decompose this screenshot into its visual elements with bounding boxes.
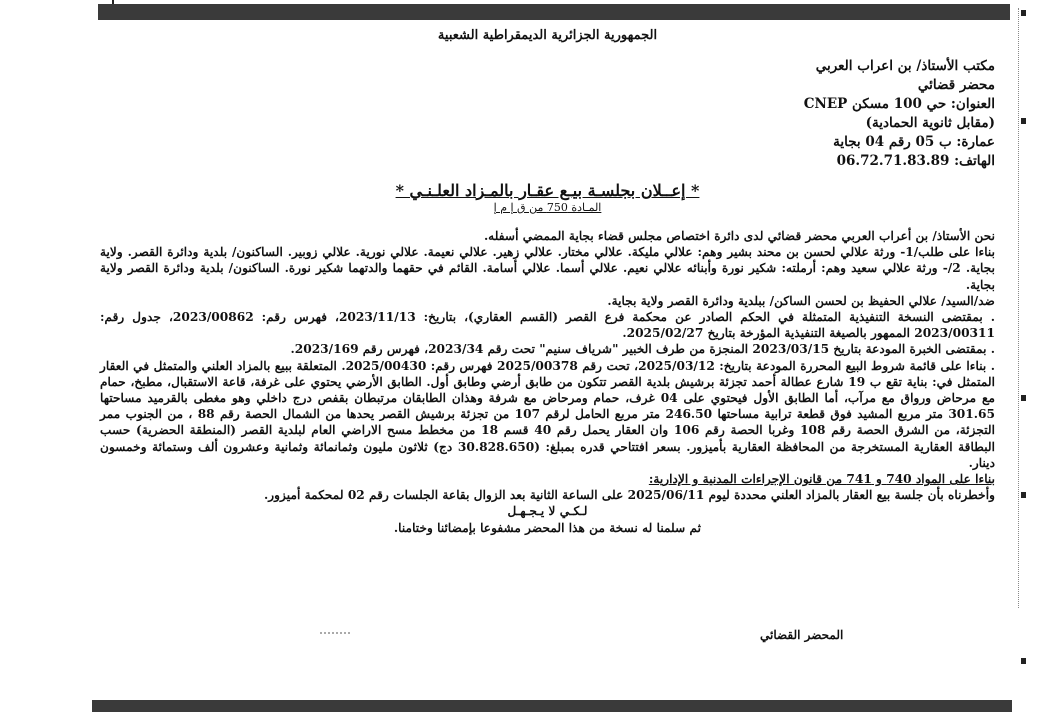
scan-edge-mark xyxy=(1021,395,1026,401)
notice-title-block xyxy=(100,181,995,214)
document-page xyxy=(100,22,995,698)
notice-body xyxy=(100,228,995,536)
paragraph-notice: لـكـي لا يـجـهـل xyxy=(507,504,588,519)
notice-subtitle: المـادة 750 من ق إ م إ xyxy=(493,201,602,214)
paragraph-defendant: ضد/السيد/ علالي الحفيظ بن لحسن الساكن/ ببلدية ودائرة القصر ولاية بجاية. xyxy=(607,293,995,308)
scan-bottom-border xyxy=(92,700,1012,712)
paragraph-property: . بناءا على قائمة شروط البيع المحررة المودعة بتاريخ: 2025/03/12، تحت رقم 2025/00378 فهرس رقم: 2025/00430. المتعلقة ببيع بالمزاد العلني والمتمثل في العقار المتمثل في: بناية تقع ب 19 شارع عطالة أحمد تجزئة برشيش بلدية القصر تتكون من طابق أرضي وطابق أول. الطابق الأرضي يحتوي على غرفة، قاعة الاستقبال، مطبخ، حمام مع مرحاض ورواق مع مرآب، أما الطابق الأول فيحتوي على 04 غرف، حمام ومرحاض مع شرفة وهذان الطابقان مرتبطان بقفص درج داخلي وهو مغطى بالقرميد مساحتها 301.65 متر مربع المشيد فوق قطعة ترابية مساحتها 246.50 متر مربع الحامل لرقم 107 من تجزئة برشيش القصر يحدها من الشمال الحصة رقم 88 ، من الجنوب ممر التجزئة، من الشرق الحصة رقم 108 وغربا الحصة رقم 106 وان العقار يحمل رقم 40 قسم 18 من مخطط مسح الاراضي العام لبلدية القصر (المنطقة الحضرية) حسب البطاقة العقارية المستخرجة من المحافظة العقارية بأميزور. بسعر افتتاحي قدره بمبلغ: (30.828.650 دج) ثلاثون مليون وثمانمائة وثمانية وعشرون ألف وستمائة وخمسون دينار. xyxy=(100,358,996,470)
paragraph-intro: نحن الأستاذ/ بن أعراب العربي محضر قضائي لدى دائرة اختصاص مجلس قضاء بجاية الممضي أسفله. xyxy=(483,229,995,243)
stamp-trace xyxy=(320,632,350,638)
office-phone: الهاتف: 06.72.71.83.89 xyxy=(836,153,995,169)
paragraph-legal-basis: بناءا على المواد 740 و 741 من قانون الإجراءات المدنية و الإدارية: xyxy=(648,472,995,487)
office-role: محضر قضائي xyxy=(917,77,995,93)
office-address-note: (مقابل ثانوية الحمادية) xyxy=(865,115,995,131)
scan-edge-mark xyxy=(1021,118,1026,124)
scan-edge-mark xyxy=(1021,658,1026,664)
scan-edge-mark xyxy=(1021,10,1026,16)
republic-header: الجمهورية الجزائرية الديمقراطية الشعبية xyxy=(437,28,658,43)
paragraph-session-date: وأخطرناه بأن جلسة بيع العقار بالمزاد العلني محددة ليوم 2025/06/11 على الساعة الثانية بعد الزوال بقاعة الجلسات رقم 02 لمحكمة أميزور. xyxy=(264,488,995,503)
paragraph-delivery: ثم سلمنا له نسخة من هذا المحضر مشفوعا بإمضائنا وختامنا. xyxy=(393,520,702,535)
signature-label: المحضر القضائي xyxy=(760,628,844,642)
notice-title: * إعــلان بجلسـة بيـع عقـار بالمـزاد العلـنـي * xyxy=(395,181,700,200)
office-name: مكتب الأستاذ/ بن اعراب العربي xyxy=(815,58,995,74)
office-header xyxy=(100,57,995,171)
scan-edge-mark xyxy=(112,0,114,4)
office-building: عمارة: ب 05 رقم 04 بجاية xyxy=(833,134,995,150)
paragraph-applicants: بناءا على طلب/1- ورثة علالي لحسن بن محند بشير وهم: علالي مليكة. علالي مختار. علالي زهير. علالي نعيمة. علالي نورية. علالي زوبير. الساكنون/ بلدية ودائرة القصر. ولاية بجاية. 2/- ورثة علالي سعيد وهم: أرملته: شكير نورة وأبنائه علالي نعيم. علالي أسما. علالي أسامة. القائم في حقهما والدتهما شكير نورة. الساكنون/ بلدية ودائرة القصر ولاية بجاية. xyxy=(100,245,995,292)
paragraph-judgment: . بمقتضى النسخة التنفيذية المتمثلة في الحكم الصادر عن محكمة فرع القصر (القسم العقاري)، بتاريخ: 2023/11/13، فهرس رقم: 2023/00862، جدول رقم: 2023/00311 الممهور بالصيغة التنفيذية المؤرخة بتاريخ 2025/02/27. xyxy=(100,310,996,341)
office-address: العنوان: حي 100 مسكن CNEP xyxy=(803,96,995,112)
scan-right-edge xyxy=(1018,8,1027,608)
scan-top-border xyxy=(98,4,1010,20)
scan-edge-mark xyxy=(1021,492,1026,498)
paragraph-expertise: . بمقتضى الخبرة المودعة بتاريخ 2023/03/15 المنجزة من طرف الخبير "شرياف سنيم" تحت رقم 2023/34، فهرس رقم 2023/169. xyxy=(290,342,995,357)
